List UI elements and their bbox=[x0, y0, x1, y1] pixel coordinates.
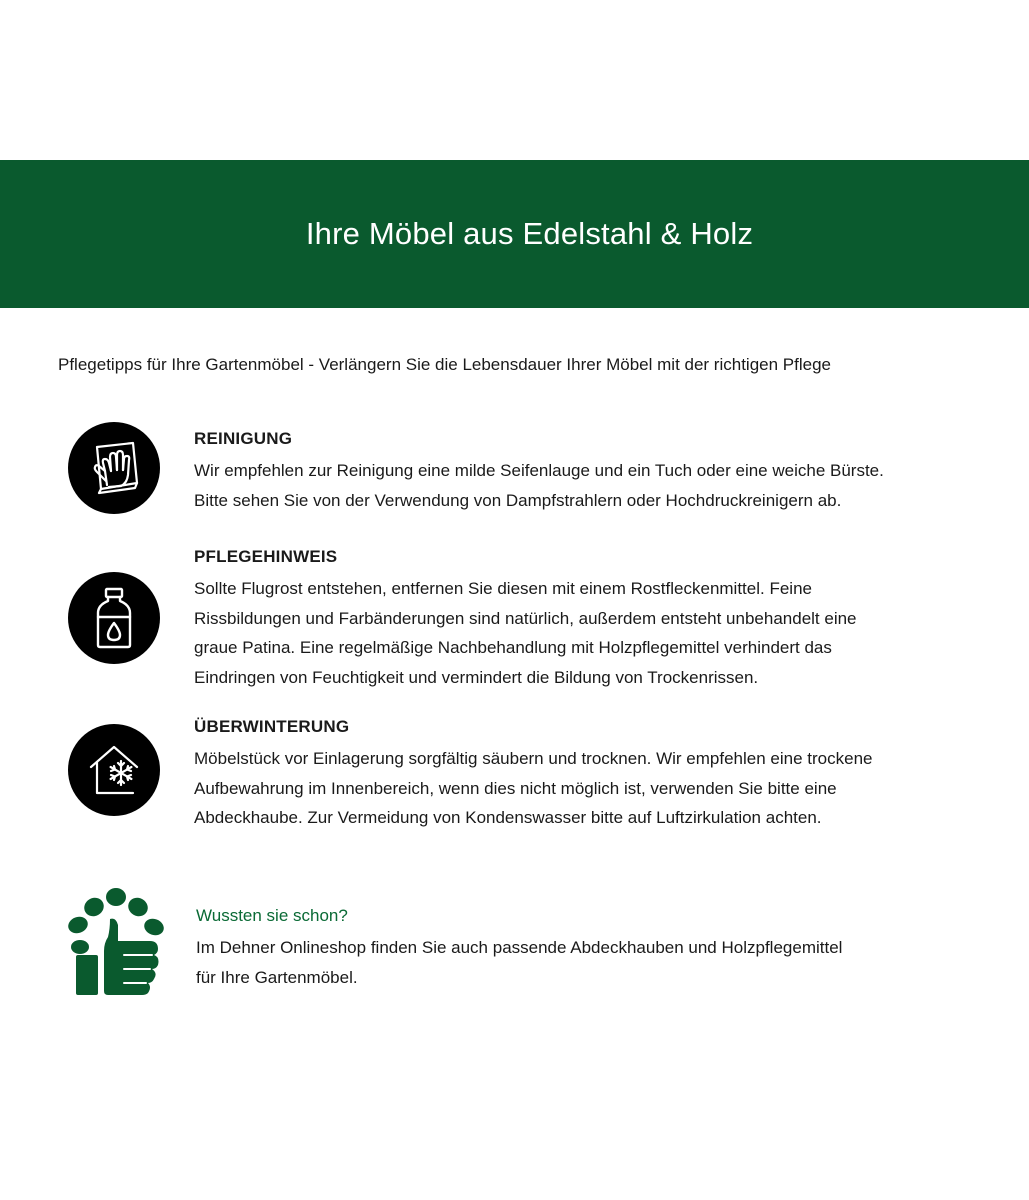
tip-line: für Ihre Gartenmöbel. bbox=[196, 967, 358, 987]
body-line: graue Patina. Eine regelmäßige Nachbehandlung mit Holzpflegemittel verhindert das bbox=[194, 638, 832, 657]
cleaning-cloth-hand-icon bbox=[68, 422, 160, 514]
thumbs-up-tree-icon bbox=[64, 885, 168, 999]
section-text bbox=[194, 428, 994, 515]
tip-text bbox=[196, 905, 842, 992]
body-line: Eindringen von Feuchtigkeit und vermindert die Bildung von Trockenrissen. bbox=[194, 667, 759, 687]
section-heading: PFLEGEHINWEIS bbox=[194, 547, 338, 566]
section-heading: ÜBERWINTERUNG bbox=[194, 717, 350, 736]
body-line: Möbelstück vor Einlagerung sorgfältig säubern und trocknen. Wir empfehlen eine trockene bbox=[194, 749, 873, 768]
section-text bbox=[194, 546, 994, 692]
section-body bbox=[194, 456, 994, 515]
body-line: Abdeckhaube. Zur Vermeidung von Kondenswasser bitte auf Luftzirkulation achten. bbox=[194, 808, 822, 827]
body-line: Aufbewahrung im Innenbereich, wenn dies nicht möglich ist, verwenden Sie bitte eine bbox=[194, 778, 837, 798]
body-line: Sollte Flugrost entstehen, entfernen Sie diesen mit einem Rostfleckenmittel. Feine bbox=[194, 579, 812, 598]
body-line: Bitte sehen Sie von der Verwendung von Dampfstrahlern oder Hochdruckreinigern ab. bbox=[194, 490, 842, 510]
section-body bbox=[194, 744, 994, 833]
tip-heading: Wussten sie schon? bbox=[196, 906, 348, 925]
section-body bbox=[194, 574, 994, 692]
house-snowflake-icon bbox=[68, 724, 160, 816]
body-line: Wir empfehlen zur Reinigung eine milde Seifenlauge und ein Tuch oder eine weiche Bürste. bbox=[194, 461, 884, 480]
tip-body bbox=[196, 933, 842, 992]
section-heading: REINIGUNG bbox=[194, 429, 293, 448]
tip-line: Im Dehner Onlineshop finden Sie auch passende Abdeckhauben und Holzpflegemittel bbox=[196, 938, 843, 957]
header-banner bbox=[0, 160, 1029, 308]
care-bottle-icon bbox=[68, 572, 160, 664]
body-line: Rissbildungen und Farbänderungen sind natürlich, außerdem entsteht unbehandelt eine bbox=[194, 608, 857, 628]
page-title: Ihre Möbel aus Edelstahl & Holz bbox=[305, 216, 754, 251]
intro-text: Pflegetipps für Ihre Gartenmöbel - Verlängern Sie die Lebensdauer Ihrer Möbel mit der richtigen Pflege bbox=[58, 355, 831, 374]
section-text bbox=[194, 716, 994, 833]
